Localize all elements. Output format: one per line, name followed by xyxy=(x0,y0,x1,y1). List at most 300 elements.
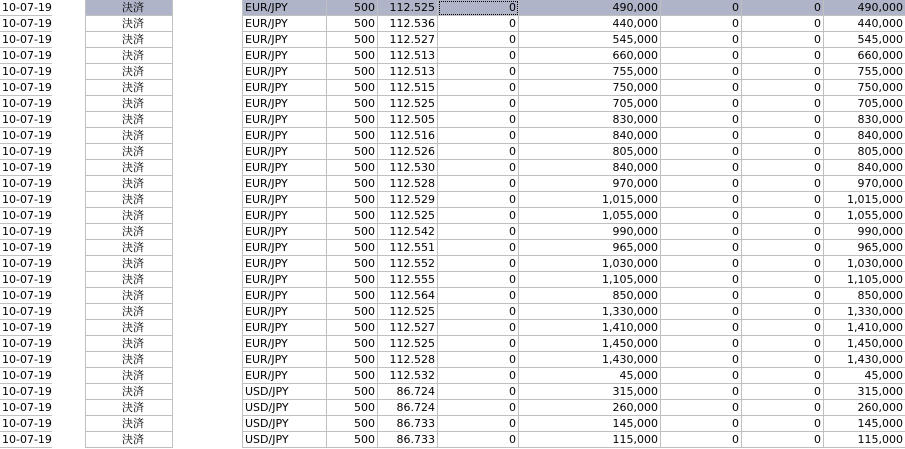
table-row[interactable] xyxy=(0,304,905,320)
date-cell[interactable]: 10-07-19 xyxy=(2,65,52,78)
value-cell[interactable]: 0 xyxy=(661,128,742,144)
quantity-cell[interactable]: 500 xyxy=(327,160,378,176)
value-cell[interactable]: 0 xyxy=(661,64,742,80)
empty-cell[interactable] xyxy=(52,240,85,256)
quantity-cell[interactable]: 500 xyxy=(327,256,378,272)
value-cell[interactable]: 0 xyxy=(742,96,824,112)
type-cell[interactable]: 決済 xyxy=(85,144,173,160)
empty-cell[interactable] xyxy=(173,32,242,48)
total-cell[interactable]: 830,000 xyxy=(824,112,905,128)
empty-cell[interactable] xyxy=(173,400,242,416)
currency-pair-cell[interactable]: EUR/JPY xyxy=(242,240,327,256)
amount-cell[interactable]: 1,410,000 xyxy=(519,320,661,336)
currency-pair-cell[interactable]: EUR/JPY xyxy=(242,192,327,208)
date-cell[interactable]: 10-07-19 xyxy=(2,305,52,318)
table-row[interactable] xyxy=(0,160,905,176)
currency-pair-cell[interactable]: EUR/JPY xyxy=(242,208,327,224)
quantity-cell[interactable]: 500 xyxy=(327,272,378,288)
date-cell[interactable]: 10-07-19 xyxy=(2,209,52,222)
value-cell[interactable]: 0 xyxy=(661,432,742,448)
empty-cell[interactable] xyxy=(173,144,242,160)
type-cell[interactable]: 決済 xyxy=(85,224,173,240)
value-cell[interactable]: 0 xyxy=(661,176,742,192)
value-cell[interactable]: 0 xyxy=(742,32,824,48)
empty-cell[interactable] xyxy=(173,128,242,144)
amount-cell[interactable]: 705,000 xyxy=(519,96,661,112)
empty-cell[interactable] xyxy=(52,176,85,192)
value-cell[interactable]: 0 xyxy=(438,0,519,16)
date-cell[interactable]: 10-07-19 xyxy=(2,321,52,334)
quantity-cell[interactable]: 500 xyxy=(327,416,378,432)
value-cell[interactable]: 0 xyxy=(661,80,742,96)
type-cell[interactable]: 決済 xyxy=(85,80,173,96)
currency-pair-cell[interactable]: EUR/JPY xyxy=(242,80,327,96)
empty-cell[interactable] xyxy=(52,64,85,80)
type-cell[interactable]: 決済 xyxy=(85,160,173,176)
value-cell[interactable]: 0 xyxy=(742,192,824,208)
currency-pair-cell[interactable]: EUR/JPY xyxy=(242,320,327,336)
amount-cell[interactable]: 1,330,000 xyxy=(519,304,661,320)
currency-pair-cell[interactable]: EUR/JPY xyxy=(242,64,327,80)
table-row[interactable] xyxy=(0,432,905,448)
empty-cell[interactable] xyxy=(52,384,85,400)
currency-pair-cell[interactable]: USD/JPY xyxy=(242,432,327,448)
empty-cell[interactable] xyxy=(52,352,85,368)
currency-pair-cell[interactable]: EUR/JPY xyxy=(242,368,327,384)
quantity-cell[interactable]: 500 xyxy=(327,352,378,368)
empty-cell[interactable] xyxy=(173,432,242,448)
currency-pair-cell[interactable]: USD/JPY xyxy=(242,416,327,432)
type-cell[interactable]: 決済 xyxy=(85,0,173,16)
quantity-cell[interactable]: 500 xyxy=(327,240,378,256)
currency-pair-cell[interactable]: EUR/JPY xyxy=(242,128,327,144)
amount-cell[interactable]: 850,000 xyxy=(519,288,661,304)
currency-pair-cell[interactable]: EUR/JPY xyxy=(242,176,327,192)
amount-cell[interactable]: 660,000 xyxy=(519,48,661,64)
date-cell[interactable]: 10-07-19 xyxy=(2,353,52,366)
price-cell[interactable]: 86.733 xyxy=(378,416,438,432)
date-cell[interactable]: 10-07-19 xyxy=(2,241,52,254)
quantity-cell[interactable]: 500 xyxy=(327,224,378,240)
table-row[interactable] xyxy=(0,112,905,128)
type-cell[interactable]: 決済 xyxy=(85,240,173,256)
value-cell[interactable]: 0 xyxy=(438,128,519,144)
value-cell[interactable]: 0 xyxy=(742,144,824,160)
date-cell[interactable]: 10-07-19 xyxy=(2,417,52,430)
date-cell[interactable]: 10-07-19 xyxy=(2,177,52,190)
amount-cell[interactable]: 970,000 xyxy=(519,176,661,192)
empty-cell[interactable] xyxy=(173,304,242,320)
price-cell[interactable]: 112.513 xyxy=(378,64,438,80)
table-row[interactable] xyxy=(0,224,905,240)
value-cell[interactable]: 0 xyxy=(438,432,519,448)
table-row[interactable] xyxy=(0,64,905,80)
empty-cell[interactable] xyxy=(52,432,85,448)
currency-pair-cell[interactable]: USD/JPY xyxy=(242,384,327,400)
price-cell[interactable]: 112.527 xyxy=(378,32,438,48)
value-cell[interactable]: 0 xyxy=(438,320,519,336)
empty-cell[interactable] xyxy=(52,160,85,176)
quantity-cell[interactable]: 500 xyxy=(327,400,378,416)
empty-cell[interactable] xyxy=(52,224,85,240)
amount-cell[interactable]: 830,000 xyxy=(519,112,661,128)
table-row[interactable] xyxy=(0,320,905,336)
price-cell[interactable]: 112.526 xyxy=(378,144,438,160)
price-cell[interactable]: 112.552 xyxy=(378,256,438,272)
value-cell[interactable]: 0 xyxy=(438,336,519,352)
total-cell[interactable]: 115,000 xyxy=(824,432,905,448)
type-cell[interactable]: 決済 xyxy=(85,64,173,80)
empty-cell[interactable] xyxy=(173,208,242,224)
table-row[interactable] xyxy=(0,400,905,416)
amount-cell[interactable]: 840,000 xyxy=(519,128,661,144)
total-cell[interactable]: 660,000 xyxy=(824,48,905,64)
amount-cell[interactable]: 750,000 xyxy=(519,80,661,96)
value-cell[interactable]: 0 xyxy=(661,288,742,304)
value-cell[interactable]: 0 xyxy=(742,160,824,176)
value-cell[interactable]: 0 xyxy=(661,32,742,48)
value-cell[interactable]: 0 xyxy=(438,416,519,432)
empty-cell[interactable] xyxy=(173,0,242,16)
empty-cell[interactable] xyxy=(52,208,85,224)
empty-cell[interactable] xyxy=(173,224,242,240)
quantity-cell[interactable]: 500 xyxy=(327,176,378,192)
value-cell[interactable]: 0 xyxy=(438,400,519,416)
value-cell[interactable]: 0 xyxy=(742,320,824,336)
price-cell[interactable]: 112.525 xyxy=(378,208,438,224)
date-cell[interactable]: 10-07-19 xyxy=(2,161,52,174)
value-cell[interactable]: 0 xyxy=(742,304,824,320)
price-cell[interactable]: 112.542 xyxy=(378,224,438,240)
type-cell[interactable]: 決済 xyxy=(85,304,173,320)
empty-cell[interactable] xyxy=(52,80,85,96)
price-cell[interactable]: 112.551 xyxy=(378,240,438,256)
type-cell[interactable]: 決済 xyxy=(85,208,173,224)
value-cell[interactable]: 0 xyxy=(438,288,519,304)
type-cell[interactable]: 決済 xyxy=(85,112,173,128)
value-cell[interactable]: 0 xyxy=(438,384,519,400)
empty-cell[interactable] xyxy=(52,304,85,320)
date-cell[interactable]: 10-07-19 xyxy=(2,225,52,238)
value-cell[interactable]: 0 xyxy=(742,400,824,416)
date-cell[interactable]: 10-07-19 xyxy=(2,433,52,446)
type-cell[interactable]: 決済 xyxy=(85,128,173,144)
date-cell[interactable]: 10-07-19 xyxy=(2,401,52,414)
value-cell[interactable]: 0 xyxy=(438,368,519,384)
total-cell[interactable]: 965,000 xyxy=(824,240,905,256)
quantity-cell[interactable]: 500 xyxy=(327,32,378,48)
price-cell[interactable]: 86.724 xyxy=(378,384,438,400)
quantity-cell[interactable]: 500 xyxy=(327,96,378,112)
value-cell[interactable]: 0 xyxy=(742,208,824,224)
value-cell[interactable]: 0 xyxy=(438,256,519,272)
table-row[interactable] xyxy=(0,48,905,64)
empty-cell[interactable] xyxy=(173,320,242,336)
amount-cell[interactable]: 805,000 xyxy=(519,144,661,160)
table-row[interactable] xyxy=(0,416,905,432)
currency-pair-cell[interactable]: EUR/JPY xyxy=(242,96,327,112)
currency-pair-cell[interactable]: EUR/JPY xyxy=(242,288,327,304)
amount-cell[interactable]: 545,000 xyxy=(519,32,661,48)
value-cell[interactable]: 0 xyxy=(661,224,742,240)
empty-cell[interactable] xyxy=(173,112,242,128)
value-cell[interactable]: 0 xyxy=(661,336,742,352)
price-cell[interactable]: 112.515 xyxy=(378,80,438,96)
type-cell[interactable]: 決済 xyxy=(85,176,173,192)
empty-cell[interactable] xyxy=(173,160,242,176)
table-row[interactable] xyxy=(0,96,905,112)
table-row[interactable] xyxy=(0,336,905,352)
table-row[interactable] xyxy=(0,16,905,32)
quantity-cell[interactable]: 500 xyxy=(327,112,378,128)
total-cell[interactable]: 1,030,000 xyxy=(824,256,905,272)
amount-cell[interactable]: 260,000 xyxy=(519,400,661,416)
date-cell[interactable]: 10-07-19 xyxy=(2,369,52,382)
table-row[interactable] xyxy=(0,272,905,288)
empty-cell[interactable] xyxy=(173,256,242,272)
total-cell[interactable]: 490,000 xyxy=(824,0,905,16)
currency-pair-cell[interactable]: EUR/JPY xyxy=(242,32,327,48)
amount-cell[interactable]: 490,000 xyxy=(519,0,661,16)
value-cell[interactable]: 0 xyxy=(742,352,824,368)
price-cell[interactable]: 112.525 xyxy=(378,96,438,112)
quantity-cell[interactable]: 500 xyxy=(327,80,378,96)
value-cell[interactable]: 0 xyxy=(742,384,824,400)
currency-pair-cell[interactable]: EUR/JPY xyxy=(242,16,327,32)
price-cell[interactable]: 112.525 xyxy=(378,336,438,352)
value-cell[interactable]: 0 xyxy=(742,64,824,80)
value-cell[interactable]: 0 xyxy=(742,176,824,192)
table-row[interactable] xyxy=(0,144,905,160)
date-cell[interactable]: 10-07-19 xyxy=(2,145,52,158)
table-row[interactable] xyxy=(0,32,905,48)
value-cell[interactable]: 0 xyxy=(742,80,824,96)
price-cell[interactable]: 86.733 xyxy=(378,432,438,448)
empty-cell[interactable] xyxy=(173,288,242,304)
value-cell[interactable]: 0 xyxy=(438,144,519,160)
value-cell[interactable]: 0 xyxy=(661,272,742,288)
empty-cell[interactable] xyxy=(173,368,242,384)
amount-cell[interactable]: 1,430,000 xyxy=(519,352,661,368)
value-cell[interactable]: 0 xyxy=(661,112,742,128)
type-cell[interactable]: 決済 xyxy=(85,320,173,336)
value-cell[interactable]: 0 xyxy=(438,176,519,192)
quantity-cell[interactable]: 500 xyxy=(327,368,378,384)
value-cell[interactable]: 0 xyxy=(742,432,824,448)
currency-pair-cell[interactable]: EUR/JPY xyxy=(242,48,327,64)
date-cell[interactable]: 10-07-19 xyxy=(2,97,52,110)
type-cell[interactable]: 決済 xyxy=(85,288,173,304)
value-cell[interactable]: 0 xyxy=(742,0,824,16)
type-cell[interactable]: 決済 xyxy=(85,48,173,64)
value-cell[interactable]: 0 xyxy=(661,304,742,320)
empty-cell[interactable] xyxy=(52,128,85,144)
table-row[interactable] xyxy=(0,256,905,272)
quantity-cell[interactable]: 500 xyxy=(327,144,378,160)
total-cell[interactable]: 45,000 xyxy=(824,368,905,384)
table-row[interactable] xyxy=(0,192,905,208)
empty-cell[interactable] xyxy=(52,112,85,128)
date-cell[interactable]: 10-07-19 xyxy=(2,49,52,62)
price-cell[interactable]: 112.513 xyxy=(378,48,438,64)
value-cell[interactable]: 0 xyxy=(438,16,519,32)
price-cell[interactable]: 112.532 xyxy=(378,368,438,384)
value-cell[interactable]: 0 xyxy=(438,272,519,288)
date-cell[interactable]: 10-07-19 xyxy=(2,289,52,302)
value-cell[interactable]: 0 xyxy=(438,352,519,368)
table-row[interactable] xyxy=(0,208,905,224)
empty-cell[interactable] xyxy=(173,240,242,256)
table-row[interactable] xyxy=(0,80,905,96)
total-cell[interactable]: 755,000 xyxy=(824,64,905,80)
amount-cell[interactable]: 990,000 xyxy=(519,224,661,240)
value-cell[interactable]: 0 xyxy=(661,48,742,64)
value-cell[interactable]: 0 xyxy=(742,272,824,288)
quantity-cell[interactable]: 500 xyxy=(327,432,378,448)
empty-cell[interactable] xyxy=(173,48,242,64)
value-cell[interactable]: 0 xyxy=(438,96,519,112)
type-cell[interactable]: 決済 xyxy=(85,256,173,272)
table-row[interactable] xyxy=(0,384,905,400)
total-cell[interactable]: 315,000 xyxy=(824,384,905,400)
total-cell[interactable]: 1,450,000 xyxy=(824,336,905,352)
empty-cell[interactable] xyxy=(52,368,85,384)
total-cell[interactable]: 1,055,000 xyxy=(824,208,905,224)
price-cell[interactable]: 112.528 xyxy=(378,352,438,368)
type-cell[interactable]: 決済 xyxy=(85,32,173,48)
value-cell[interactable]: 0 xyxy=(742,416,824,432)
currency-pair-cell[interactable]: EUR/JPY xyxy=(242,112,327,128)
value-cell[interactable]: 0 xyxy=(661,192,742,208)
type-cell[interactable]: 決済 xyxy=(85,192,173,208)
date-cell[interactable]: 10-07-19 xyxy=(2,1,52,14)
value-cell[interactable]: 0 xyxy=(438,240,519,256)
total-cell[interactable]: 990,000 xyxy=(824,224,905,240)
value-cell[interactable]: 0 xyxy=(742,336,824,352)
amount-cell[interactable]: 755,000 xyxy=(519,64,661,80)
value-cell[interactable]: 0 xyxy=(742,48,824,64)
value-cell[interactable]: 0 xyxy=(661,384,742,400)
total-cell[interactable]: 1,430,000 xyxy=(824,352,905,368)
date-cell[interactable]: 10-07-19 xyxy=(2,33,52,46)
empty-cell[interactable] xyxy=(52,16,85,32)
type-cell[interactable]: 決済 xyxy=(85,96,173,112)
quantity-cell[interactable]: 500 xyxy=(327,208,378,224)
empty-cell[interactable] xyxy=(173,272,242,288)
empty-cell[interactable] xyxy=(52,416,85,432)
date-cell[interactable]: 10-07-19 xyxy=(2,273,52,286)
table-row[interactable] xyxy=(0,0,905,16)
value-cell[interactable]: 0 xyxy=(438,304,519,320)
type-cell[interactable]: 決済 xyxy=(85,272,173,288)
amount-cell[interactable]: 1,105,000 xyxy=(519,272,661,288)
value-cell[interactable]: 0 xyxy=(742,240,824,256)
currency-pair-cell[interactable]: USD/JPY xyxy=(242,400,327,416)
amount-cell[interactable]: 965,000 xyxy=(519,240,661,256)
quantity-cell[interactable]: 500 xyxy=(327,304,378,320)
value-cell[interactable]: 0 xyxy=(438,64,519,80)
total-cell[interactable]: 705,000 xyxy=(824,96,905,112)
empty-cell[interactable] xyxy=(173,336,242,352)
empty-cell[interactable] xyxy=(52,144,85,160)
price-cell[interactable]: 112.536 xyxy=(378,16,438,32)
value-cell[interactable]: 0 xyxy=(742,368,824,384)
empty-cell[interactable] xyxy=(52,272,85,288)
date-cell[interactable]: 10-07-19 xyxy=(2,129,52,142)
currency-pair-cell[interactable]: EUR/JPY xyxy=(242,0,327,16)
value-cell[interactable]: 0 xyxy=(742,224,824,240)
value-cell[interactable]: 0 xyxy=(661,240,742,256)
amount-cell[interactable]: 1,055,000 xyxy=(519,208,661,224)
table-row[interactable] xyxy=(0,176,905,192)
empty-cell[interactable] xyxy=(173,64,242,80)
total-cell[interactable]: 1,410,000 xyxy=(824,320,905,336)
type-cell[interactable]: 決済 xyxy=(85,416,173,432)
amount-cell[interactable]: 1,450,000 xyxy=(519,336,661,352)
total-cell[interactable]: 1,105,000 xyxy=(824,272,905,288)
currency-pair-cell[interactable]: EUR/JPY xyxy=(242,304,327,320)
empty-cell[interactable] xyxy=(173,176,242,192)
total-cell[interactable]: 260,000 xyxy=(824,400,905,416)
total-cell[interactable]: 840,000 xyxy=(824,128,905,144)
quantity-cell[interactable]: 500 xyxy=(327,192,378,208)
total-cell[interactable]: 750,000 xyxy=(824,80,905,96)
quantity-cell[interactable]: 500 xyxy=(327,64,378,80)
empty-cell[interactable] xyxy=(52,336,85,352)
price-cell[interactable]: 112.555 xyxy=(378,272,438,288)
currency-pair-cell[interactable]: EUR/JPY xyxy=(242,272,327,288)
value-cell[interactable]: 0 xyxy=(438,224,519,240)
price-cell[interactable]: 112.527 xyxy=(378,320,438,336)
price-cell[interactable]: 112.529 xyxy=(378,192,438,208)
amount-cell[interactable]: 115,000 xyxy=(519,432,661,448)
value-cell[interactable]: 0 xyxy=(742,288,824,304)
value-cell[interactable]: 0 xyxy=(661,144,742,160)
type-cell[interactable]: 決済 xyxy=(85,336,173,352)
value-cell[interactable]: 0 xyxy=(742,112,824,128)
value-cell[interactable]: 0 xyxy=(661,368,742,384)
amount-cell[interactable]: 440,000 xyxy=(519,16,661,32)
currency-pair-cell[interactable]: EUR/JPY xyxy=(242,224,327,240)
empty-cell[interactable] xyxy=(173,96,242,112)
quantity-cell[interactable]: 500 xyxy=(327,0,378,16)
quantity-cell[interactable]: 500 xyxy=(327,16,378,32)
empty-cell[interactable] xyxy=(173,416,242,432)
value-cell[interactable]: 0 xyxy=(661,16,742,32)
total-cell[interactable]: 970,000 xyxy=(824,176,905,192)
price-cell[interactable]: 112.525 xyxy=(378,0,438,16)
type-cell[interactable]: 決済 xyxy=(85,384,173,400)
empty-cell[interactable] xyxy=(52,0,85,16)
value-cell[interactable]: 0 xyxy=(661,400,742,416)
value-cell[interactable]: 0 xyxy=(661,320,742,336)
total-cell[interactable]: 145,000 xyxy=(824,416,905,432)
price-cell[interactable]: 112.516 xyxy=(378,128,438,144)
quantity-cell[interactable]: 500 xyxy=(327,48,378,64)
amount-cell[interactable]: 1,015,000 xyxy=(519,192,661,208)
empty-cell[interactable] xyxy=(52,32,85,48)
value-cell[interactable]: 0 xyxy=(661,160,742,176)
type-cell[interactable]: 決済 xyxy=(85,368,173,384)
type-cell[interactable]: 決済 xyxy=(85,400,173,416)
total-cell[interactable]: 840,000 xyxy=(824,160,905,176)
value-cell[interactable]: 0 xyxy=(742,128,824,144)
value-cell[interactable]: 0 xyxy=(438,112,519,128)
amount-cell[interactable]: 45,000 xyxy=(519,368,661,384)
table-row[interactable] xyxy=(0,128,905,144)
currency-pair-cell[interactable]: EUR/JPY xyxy=(242,256,327,272)
total-cell[interactable]: 850,000 xyxy=(824,288,905,304)
